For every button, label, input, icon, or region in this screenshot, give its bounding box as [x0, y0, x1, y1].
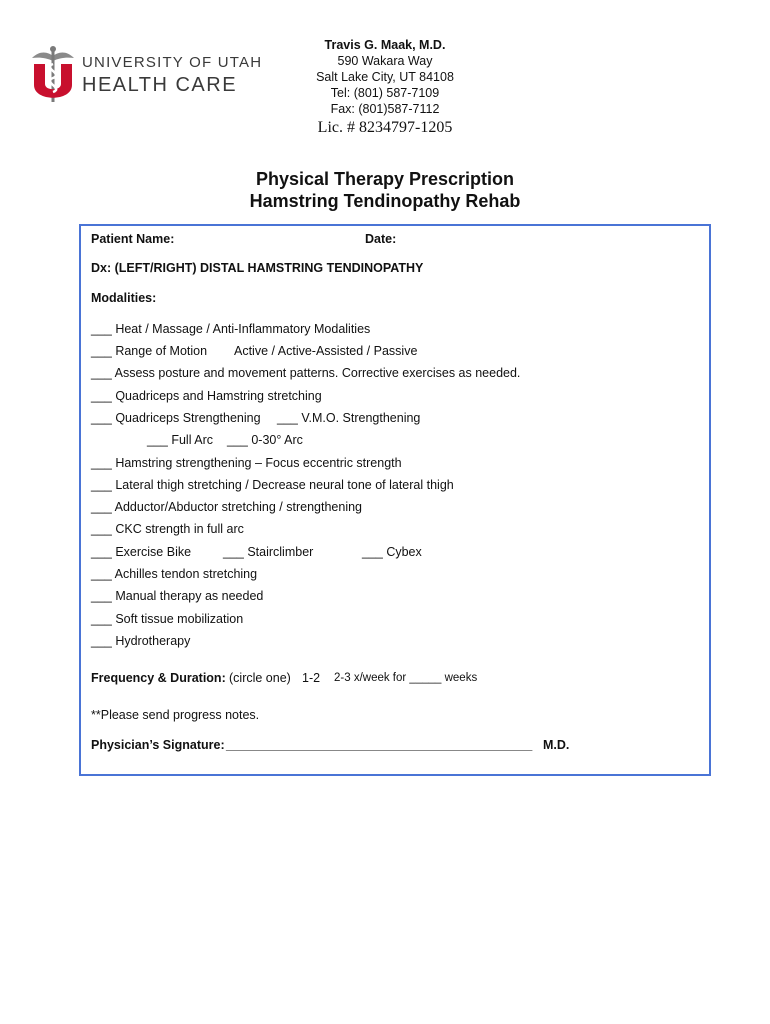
university-logo: [28, 44, 263, 106]
title-line1: Physical Therapy Prescription: [255, 169, 515, 189]
address-city: Salt Lake City, UT 84108: [316, 70, 454, 84]
item-full-arc[interactable]: ___ Full Arc: [147, 433, 214, 447]
date-label[interactable]: Date:: [365, 232, 397, 246]
item-quad-strength[interactable]: ___ Quadriceps Strengthening: [91, 411, 261, 425]
item-manual-therapy[interactable]: ___ Manual therapy as needed: [91, 589, 264, 603]
title-line2: Hamstring Tendinopathy Rehab: [249, 191, 521, 211]
item-soft-tissue[interactable]: ___ Soft tissue mobilization: [91, 612, 244, 626]
progress-notes-note: **Please send progress notes.: [91, 708, 260, 722]
doctor-header: [300, 37, 470, 136]
prescription-form: [79, 224, 711, 776]
license-number: Lic. # 8234797-1205: [317, 119, 453, 136]
signature-line[interactable]: ______________________________________________: [226, 738, 532, 752]
fax: Fax: (801)587-7112: [330, 102, 440, 116]
item-range-of-motion[interactable]: ___ Range of Motion: [91, 344, 208, 358]
diagnosis: Dx: (LEFT/RIGHT) DISTAL HAMSTRING TENDINOPATHY: [91, 261, 424, 275]
item-adductor[interactable]: ___ Adductor/Abductor stretching / strengthening: [91, 500, 363, 514]
item-cybex[interactable]: ___ Cybex: [362, 545, 422, 559]
item-lateral-thigh[interactable]: ___ Lateral thigh stretching / Decrease neural tone of lateral thigh: [91, 478, 454, 492]
patient-name-label[interactable]: Patient Name:: [91, 232, 175, 246]
signature-suffix: M.D.: [543, 738, 570, 752]
item-stairclimber[interactable]: ___ Stairclimber: [223, 545, 314, 559]
item-hydrotherapy[interactable]: ___ Hydrotherapy: [91, 634, 191, 648]
signature-label: Physician’s Signature:: [91, 738, 225, 752]
item-achilles[interactable]: ___ Achilles tendon stretching: [91, 567, 258, 581]
modalities-label: Modalities:: [91, 291, 157, 305]
address-street: 590 Wakara Way: [337, 54, 433, 68]
frequency-circle-note: (circle one): [229, 671, 291, 685]
caduceus-u-icon: [28, 44, 78, 104]
frequency-option-2-3[interactable]: 2-3 x/week for _____ weeks: [334, 672, 478, 684]
frequency-label: Frequency & Duration:: [91, 671, 226, 685]
logo-org-line2: HEALTH CARE: [82, 74, 238, 96]
item-exercise-bike[interactable]: ___ Exercise Bike: [91, 545, 192, 559]
item-vmo[interactable]: ___ V.M.O. Strengthening: [277, 411, 421, 425]
item-rom-options: Active / Active-Assisted / Passive: [234, 344, 418, 358]
item-quad-ham-stretch[interactable]: ___ Quadriceps and Hamstring stretching: [91, 389, 322, 403]
frequency-option-1-2[interactable]: 1-2: [302, 671, 321, 685]
item-heat[interactable]: ___ Heat / Massage / Anti-Inflammatory Modalities: [91, 322, 371, 336]
item-posture[interactable]: ___ Assess posture and movement patterns. Corrective exercises as needed.: [91, 366, 521, 380]
item-ckc[interactable]: ___ CKC strength in full arc: [91, 522, 244, 536]
logo-org-line1: UNIVERSITY OF UTAH: [82, 54, 263, 71]
item-ham-strength[interactable]: ___ Hamstring strengthening – Focus eccentric strength: [91, 456, 402, 470]
item-arc-0-30[interactable]: ___ 0-30° Arc: [227, 433, 303, 447]
phone: Tel: (801) 587-7109: [330, 86, 440, 100]
doctor-name: Travis G. Maak, M.D.: [324, 38, 446, 52]
document-title: [0, 168, 770, 212]
